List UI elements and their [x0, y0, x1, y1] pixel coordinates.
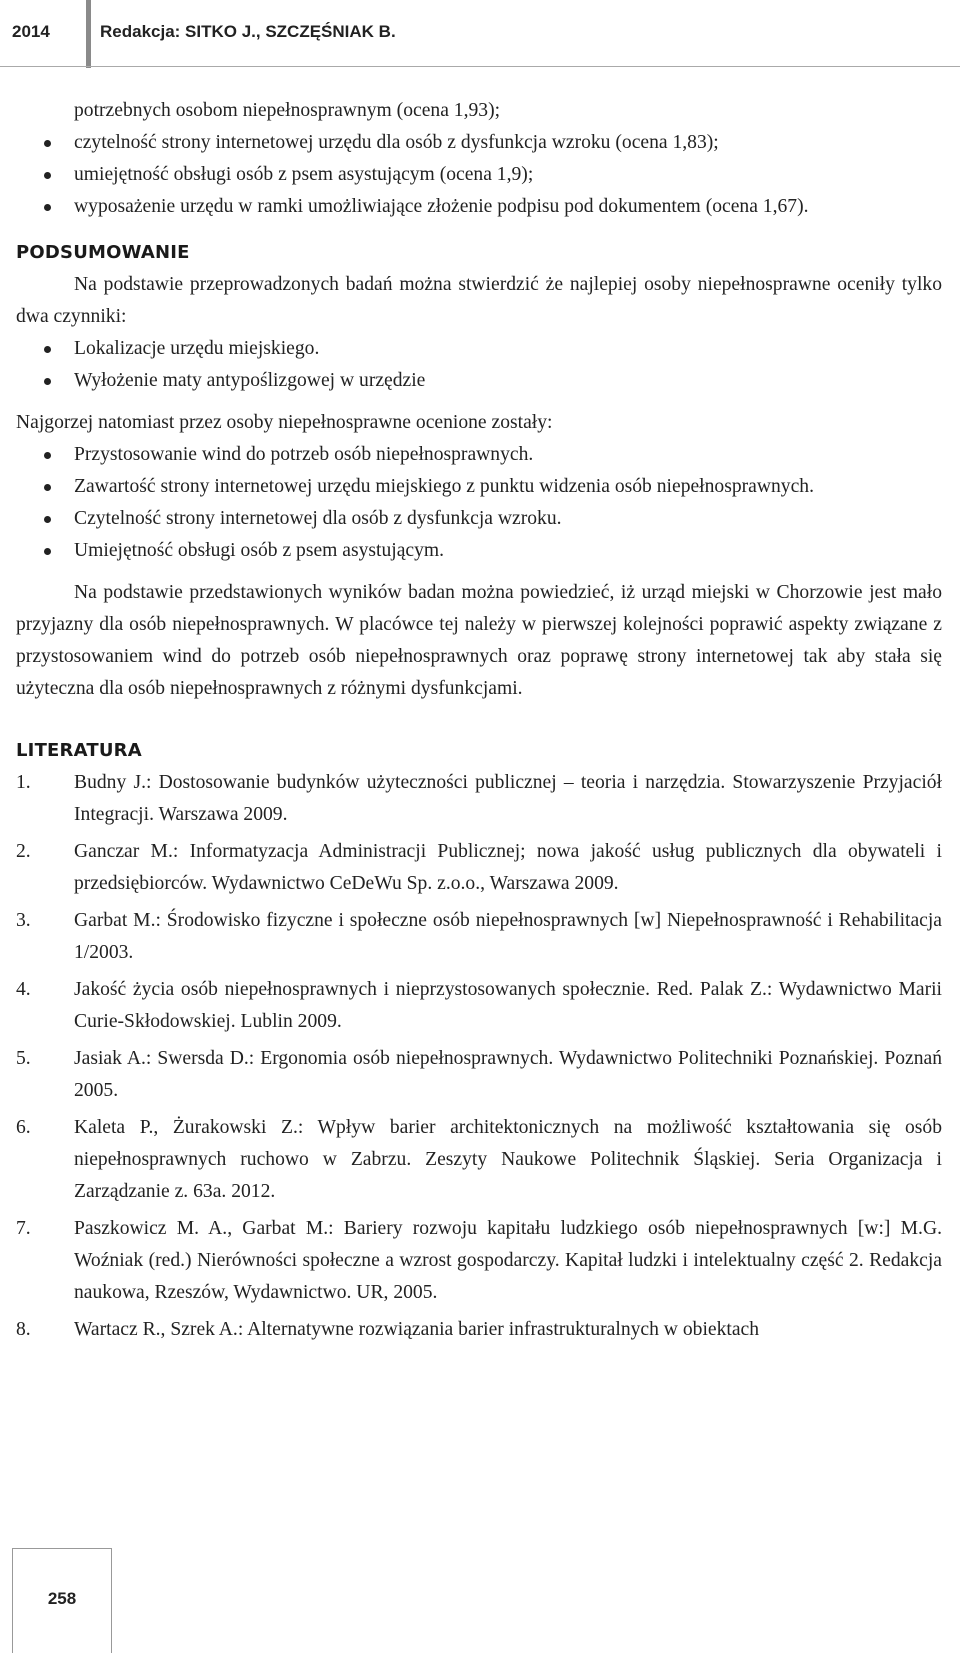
header-divider [86, 0, 91, 68]
header-rule [0, 66, 960, 67]
bullet-icon [44, 140, 51, 147]
worst-intro: Najgorzej natomiast przez osoby niepełnosprawne ocenione zostały: [16, 412, 553, 433]
reference-item: 6. Kaleta P., Żurakowski Z.: Wpływ barier architektonicznych na możliwość kształtowania się osób niepełnosprawnych ruchowo w Zabrzu. Zeszyty Naukowe Politechnik Śląskiej. Seria Organizacja i Zarządzanie z. 63a. 2012. [16, 1117, 942, 1202]
list-item: Wyłożenie maty antypoślizgowej w urzędzie [16, 365, 942, 397]
page-number-box [12, 1548, 112, 1653]
list-item: potrzebnych osobom niepełnosprawnym (ocena 1,93); [74, 100, 501, 121]
bullet-icon [44, 172, 51, 179]
list-item: Czytelność strony internetowej dla osób z dysfunkcja wzroku. [16, 503, 942, 535]
bullet-icon [44, 378, 51, 385]
reference-item: 5. Jasiak A.: Swersda D.: Ergonomia osób niepełnosprawnych. Wydawnictwo Politechniki Poznańskiej. Poznań 2005. [16, 1048, 942, 1101]
page-number: 258 [47, 1589, 77, 1608]
reference-item: 3. Garbat M.: Środowisko fizyczne i społeczne osób niepełnosprawnych [w] Niepełnosprawność i Rehabilitacja 1/2003. [16, 910, 942, 963]
list-item: wyposażenie urzędu w ramki umożliwiające złożenie podpisu pod dokumentem (ocena 1,67). [16, 191, 942, 223]
bullet-icon [44, 204, 51, 211]
reference-item: 7. Paszkowicz M. A., Garbat M.: Bariery rozwoju kapitału ludzkiego osób niepełnosprawnych [w:] M.G. Woźniak (red.) Nierówności społeczne a wzrost gospodarczy. Kapitał ludzki i intelektualny część 2. Redakcja naukowa, Rzeszów, Wydawnictwo. UR, 2005. [16, 1218, 942, 1303]
bullet-icon [44, 548, 51, 555]
bullet-icon [44, 346, 51, 353]
best-factors-list [16, 333, 942, 397]
bullet-icon [44, 452, 51, 459]
summary-conclusion: Na podstawie przedstawionych wyników badan można powiedzieć, iż urząd miejski w Chorzowie jest mało przyjazny dla osób niepełnosprawnych. W placówce tej należy w pierwszej kolejności poprawić aspekty związane z przystosowaniem wind do potrzeb osób niepełnosprawnych oraz poprawę strony internetowej tak aby stała się użyteczna dla osób niepełnosprawnych z różnymi dysfunkcjami. [16, 582, 942, 699]
list-item: umiejętność obsługi osób z psem asystującym (ocena 1,9); [16, 159, 942, 191]
list-item: czytelność strony internetowej urzędu dla osób z dysfunkcja wzroku (ocena 1,83); [16, 127, 942, 159]
literature-heading: LITERATURA [16, 740, 142, 761]
page-header [0, 0, 960, 68]
page-content [16, 95, 942, 1351]
reference-item: 4. Jakość życia osób niepełnosprawnych i nieprzystosowanych społecznie. Red. Palak Z.: Wydawnictwo Marii Curie-Skłodowskiej. Lublin 2009. [16, 979, 942, 1032]
reference-item: 1. Budny J.: Dostosowanie budynków użyteczności publicznej – teoria i narzędzia. Stowarzyszenie Przyjaciół Integracji. Warszawa 2009. [16, 772, 942, 825]
list-item: Zawartość strony internetowej urzędu miejskiego z punktu widzenia osób niepełnosprawnych. [16, 471, 942, 503]
bullet-icon [44, 484, 51, 491]
header-year: 2014 [12, 22, 50, 41]
literature-list [16, 767, 942, 1346]
summary-heading: PODSUMOWANIE [16, 242, 190, 263]
summary-intro: Na podstawie przeprowadzonych badań można stwierdzić że najlepiej osoby niepełnosprawne oceniły tylko dwa czynniki: [16, 274, 942, 327]
header-editors: Redakcja: SITKO J., SZCZĘŚNIAK B. [100, 22, 396, 41]
list-item: Umiejętność obsługi osób z psem asystującym. [16, 535, 942, 567]
reference-item: 8. Wartacz R., Szrek A.: Alternatywne rozwiązania barier infrastrukturalnych w obiektach [16, 1319, 760, 1340]
list-item: Lokalizacje urzędu miejskiego. [16, 333, 942, 365]
bullet-icon [44, 516, 51, 523]
intro-bullet-list [16, 95, 942, 223]
worst-factors-list [16, 439, 942, 567]
list-item: Przystosowanie wind do potrzeb osób niepełnosprawnych. [16, 439, 942, 471]
reference-item: 2. Ganczar M.: Informatyzacja Administracji Publicznej; nowa jakość usług publicznych dla obywateli i przedsiębiorców. Wydawnictwo CeDeWu Sp. z.o.o., Warszawa 2009. [16, 841, 942, 894]
